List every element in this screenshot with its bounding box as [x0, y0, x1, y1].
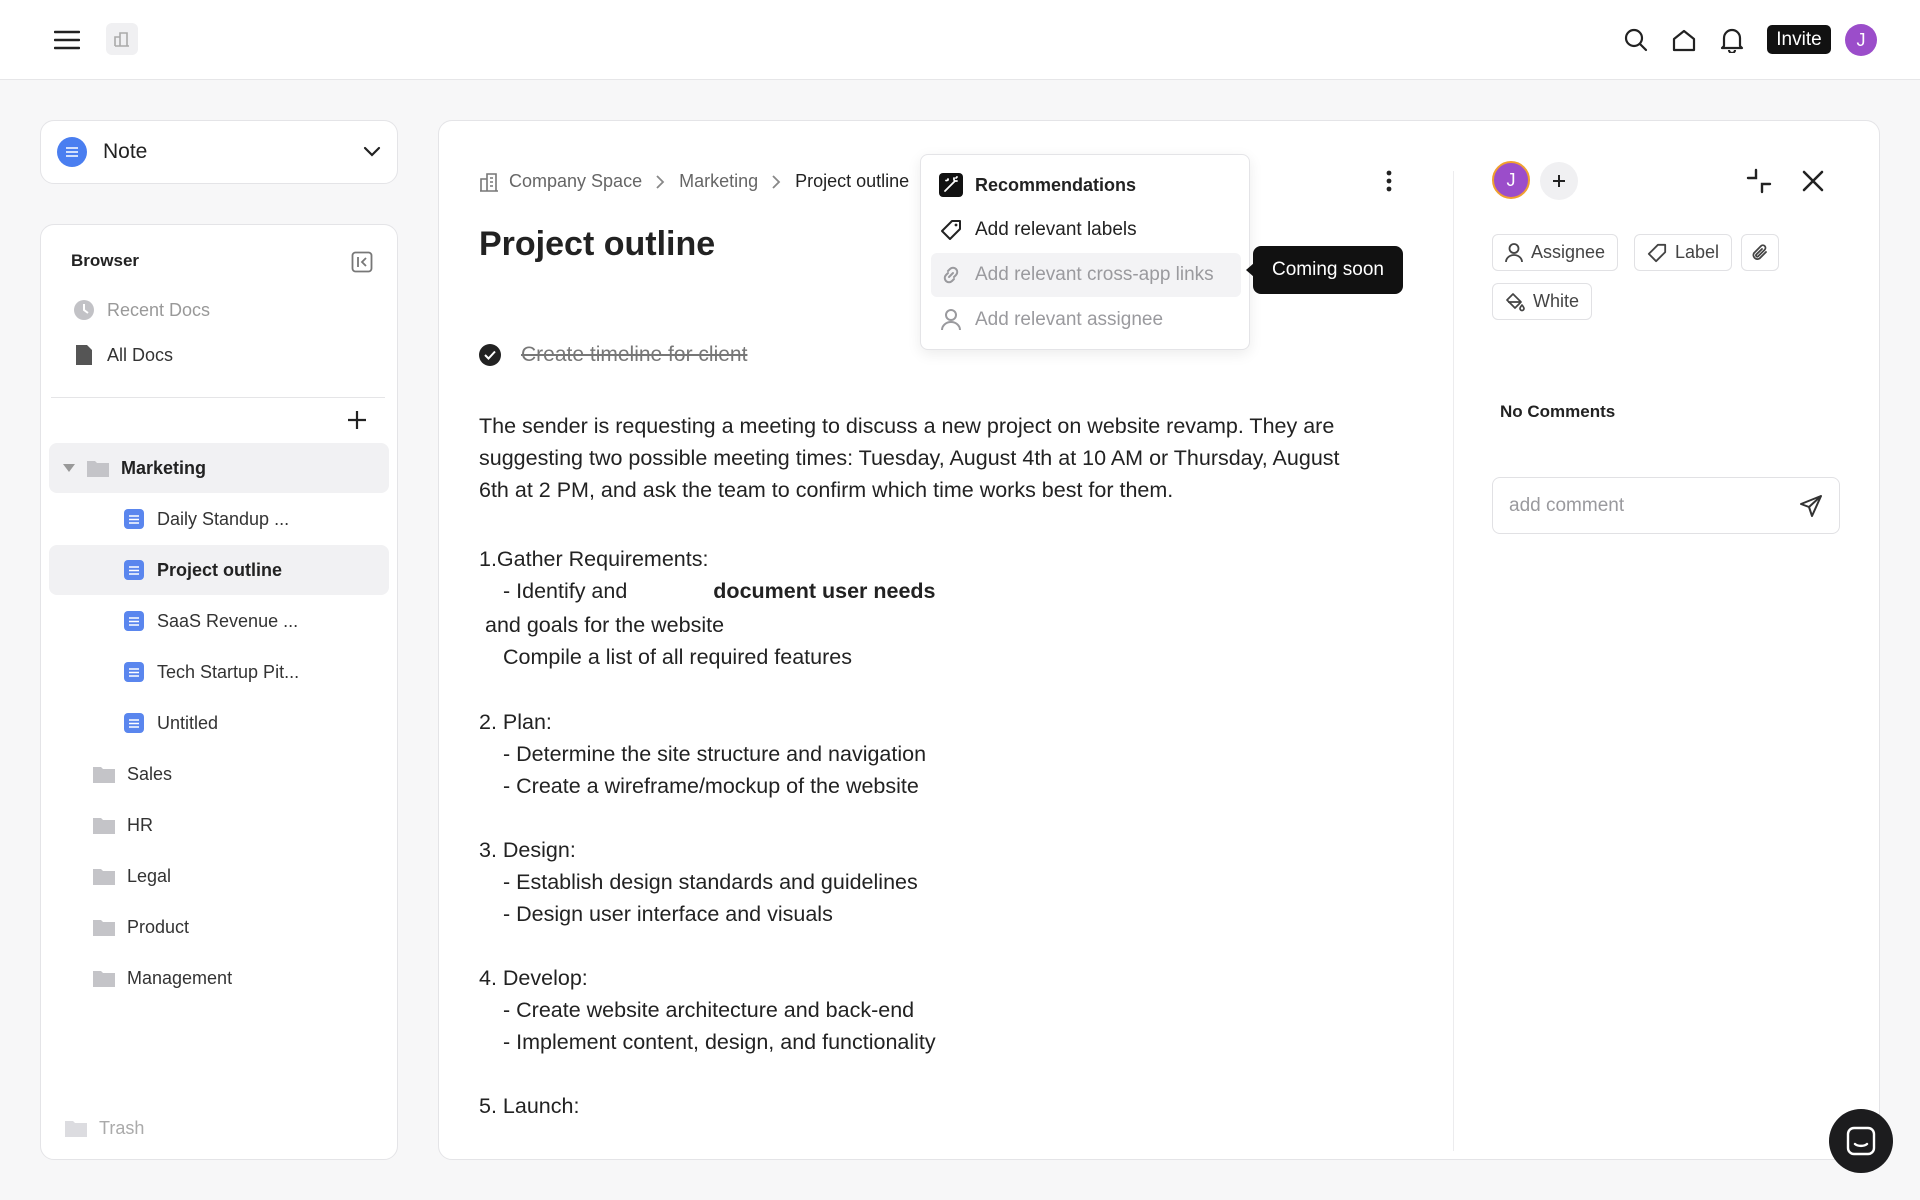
comment-input[interactable]	[1509, 490, 1789, 522]
label-label: Label	[1675, 242, 1720, 262]
doc-label: SaaS Revenue ...	[157, 610, 299, 631]
doc-label: Daily Standup ...	[157, 508, 290, 529]
paragraph-line: The sender is requesting a meeting to discuss a new project on website revamp. They are	[479, 414, 1335, 438]
search-icon[interactable]	[1620, 24, 1652, 56]
menu-label: Add relevant assignee	[975, 309, 1164, 330]
chat-icon	[1846, 1126, 1876, 1156]
breadcrumb-folder[interactable]: Marketing	[679, 171, 759, 191]
note-type-label: Note	[103, 140, 148, 163]
section-heading: 3. Design:	[479, 838, 576, 862]
menu-label: Add relevant labels	[975, 219, 1137, 240]
chevron-right-icon	[656, 175, 665, 189]
user-icon	[939, 308, 963, 332]
folder-label: Legal	[127, 865, 172, 886]
color-chip[interactable]	[1492, 283, 1592, 320]
paint-bucket-icon	[1505, 292, 1525, 312]
breadcrumb	[479, 171, 909, 192]
building-icon	[479, 172, 499, 192]
note-icon	[57, 137, 87, 167]
chevron-down-icon	[363, 146, 381, 158]
list-item: - Implement content, design, and functionality	[503, 1030, 936, 1054]
user-icon	[1505, 243, 1523, 263]
workspace-logo-icon[interactable]	[106, 23, 138, 55]
section-heading: 5. Launch:	[479, 1094, 580, 1118]
note-type-select[interactable]	[40, 120, 398, 184]
folder-sales[interactable]	[49, 749, 389, 799]
folder-marketing-label: Marketing	[121, 457, 207, 478]
document-icon	[124, 713, 144, 733]
label-chip[interactable]	[1634, 234, 1732, 271]
attachment-chip[interactable]	[1741, 234, 1779, 271]
caret-down-icon[interactable]	[63, 464, 75, 472]
recommendations-menu	[920, 154, 1250, 350]
all-docs-link[interactable]	[49, 330, 389, 380]
breadcrumb-current: Project outline	[795, 171, 910, 191]
summary-paragraph[interactable]	[479, 410, 1340, 506]
folder-label: Management	[127, 967, 233, 988]
add-cross-app-links-item[interactable]	[931, 253, 1241, 297]
section-heading: 4. Develop:	[479, 966, 588, 990]
magic-wand-icon	[939, 173, 963, 197]
home-icon[interactable]	[1668, 24, 1700, 56]
panel-divider	[1453, 171, 1454, 1151]
bold-text: document user needs	[713, 579, 936, 603]
folder-icon	[93, 865, 115, 887]
send-icon[interactable]	[1797, 492, 1825, 520]
collaborator-avatar[interactable]: J	[1492, 161, 1530, 199]
section-develop[interactable]	[479, 962, 936, 1058]
doc-label: Tech Startup Pit...	[157, 661, 300, 682]
list-item: - Determine the site structure and navigation	[503, 742, 927, 766]
doc-label: Untitled	[157, 712, 219, 733]
add-folder-icon[interactable]	[343, 406, 371, 434]
recommendations-title: Recommendations	[975, 174, 1137, 195]
link-icon	[939, 263, 963, 287]
list-item: Compile a list of all required features	[503, 645, 852, 669]
paragraph-line: 6th at 2 PM, and ask the team to confirm which time works best for them.	[479, 478, 1174, 502]
more-options-icon[interactable]	[1377, 165, 1401, 197]
invite-button[interactable]: Invite	[1767, 25, 1831, 54]
folder-management[interactable]	[49, 953, 389, 1003]
sidebar-divider	[51, 397, 385, 398]
tag-icon	[1647, 243, 1667, 263]
document-icon	[124, 509, 144, 529]
folder-label: HR	[127, 814, 153, 835]
add-collaborator-icon[interactable]	[1540, 162, 1578, 200]
trash-folder-icon	[65, 1117, 87, 1139]
recent-docs-label: Recent Docs	[107, 299, 211, 320]
section-launch[interactable]	[479, 1090, 579, 1122]
top-bar	[0, 0, 1920, 80]
tag-icon	[939, 218, 963, 242]
list-item: and goals for the website	[485, 613, 725, 637]
collapse-sidebar-icon[interactable]	[349, 249, 375, 275]
browser-title: Browser	[71, 251, 140, 270]
minimize-icon[interactable]	[1742, 164, 1776, 198]
breadcrumb-space[interactable]: Company Space	[509, 171, 643, 191]
section-heading: 2. Plan:	[479, 710, 552, 734]
coming-soon-tooltip: Coming soon	[1253, 246, 1403, 294]
folder-hr[interactable]	[49, 800, 389, 850]
file-icon	[73, 344, 95, 366]
section-design[interactable]	[479, 834, 918, 930]
folder-legal[interactable]	[49, 851, 389, 901]
all-docs-label: All Docs	[107, 344, 174, 365]
folder-icon	[87, 457, 109, 479]
chevron-right-icon	[772, 175, 781, 189]
color-label: White	[1533, 291, 1580, 311]
add-labels-item[interactable]	[931, 208, 1241, 252]
document-icon	[124, 560, 144, 580]
doc-label: Project outline	[157, 559, 283, 580]
folder-label: Product	[127, 916, 190, 937]
comment-box	[1492, 477, 1840, 534]
list-item: - Design user interface and visuals	[503, 902, 833, 926]
clock-icon	[73, 299, 95, 321]
menu-label: Add relevant cross-app links	[975, 264, 1214, 285]
no-comments-label: No Comments	[1500, 402, 1616, 421]
close-icon[interactable]	[1796, 164, 1830, 198]
document-icon	[124, 662, 144, 682]
paperclip-icon	[1751, 243, 1769, 263]
user-avatar[interactable]: J	[1845, 24, 1877, 56]
folder-product[interactable]	[49, 902, 389, 952]
assignee-label: Assignee	[1531, 242, 1606, 262]
folder-label: Sales	[127, 763, 173, 784]
recommendations-header	[931, 163, 1241, 207]
browser-panel	[40, 224, 398, 1160]
list-item: - Establish design standards and guidelines	[503, 870, 918, 894]
folder-marketing[interactable]	[49, 443, 389, 493]
folder-icon	[93, 967, 115, 989]
menu-icon[interactable]	[50, 24, 84, 56]
list-item: - Identify and	[503, 579, 628, 603]
section-gather-requirements[interactable]	[479, 543, 936, 673]
section-plan[interactable]	[479, 706, 926, 802]
trash-label: Trash	[99, 1117, 145, 1138]
folder-icon	[93, 916, 115, 938]
list-item: - Create a wireframe/mockup of the website	[503, 774, 919, 798]
trash-link[interactable]	[49, 1103, 389, 1153]
task-label: Create timeline for client	[521, 343, 748, 366]
doc-saas-revenue[interactable]	[49, 596, 389, 646]
chat-support-button[interactable]	[1829, 1109, 1893, 1173]
page-title[interactable]: Project outline	[479, 225, 716, 263]
list-item: - Create website architecture and back-end	[503, 998, 915, 1022]
document-icon	[124, 611, 144, 631]
add-assignee-item[interactable]	[931, 298, 1241, 342]
doc-daily-standup[interactable]	[49, 494, 389, 544]
assignee-chip[interactable]	[1492, 234, 1618, 271]
doc-tech-startup[interactable]	[49, 647, 389, 697]
checkbox-checked-icon[interactable]	[479, 344, 501, 366]
folder-icon	[93, 814, 115, 836]
doc-untitled[interactable]	[49, 698, 389, 748]
recent-docs-link[interactable]	[49, 285, 389, 335]
paragraph-line: suggesting two possible meeting times: Tuesday, August 4th at 10 AM or Thursday, August	[479, 446, 1340, 470]
bell-icon[interactable]	[1716, 24, 1748, 56]
folder-icon	[93, 763, 115, 785]
task-item[interactable]	[479, 343, 747, 367]
doc-project-outline[interactable]	[49, 545, 389, 595]
section-heading: 1.Gather Requirements:	[479, 547, 709, 571]
